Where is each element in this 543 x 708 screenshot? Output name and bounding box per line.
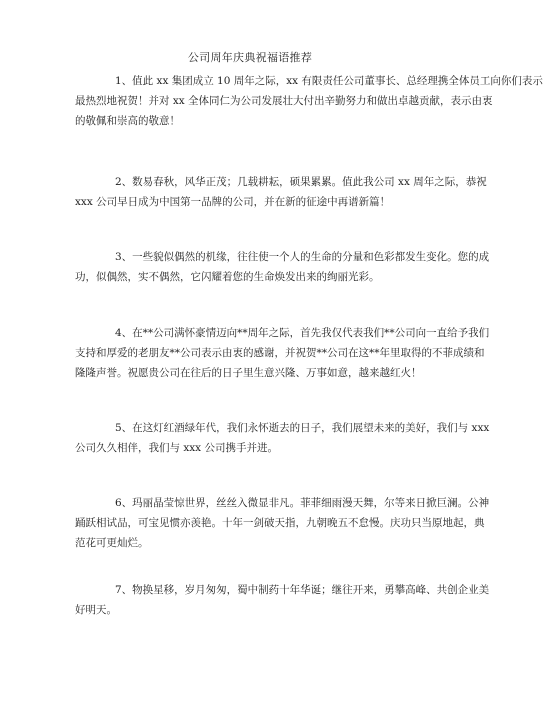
paragraph-line: 公司久久相伴，我们与 xxx 公司携手并进。	[75, 442, 278, 454]
paragraph-line: xxx 公司早日成为中国第一品牌的公司，并在新的征途中再谱新篇！	[75, 196, 391, 208]
paragraph-3	[75, 247, 490, 287]
paragraph-line: 隆隆声誉。祝愿贵公司在往后的日子里生意兴隆、万事如意，越来越红火！	[75, 367, 422, 379]
paragraph-line: 1、值此 xx 集团成立 10 周年之际，xx 有限责任公司董事长、总经理携全体员工向你们表示	[115, 75, 543, 87]
paragraph-line: 踊跃相试品，可宝见惯亦羡艳。十年一剑破天指，九朝晚五不怠慢。庆功只当原地起，典	[75, 517, 485, 529]
paragraph-line: 支持和厚爱的老朋友**公司表示由衷的感谢，并祝贺**公司在这**年里取得的不菲成绩和	[75, 347, 485, 359]
paragraph-line: 7、物换星移，岁月匆匆，蜀中制药十年华诞；继往开来，勇攀高峰、共创企业美	[115, 584, 490, 596]
paragraph-6	[75, 493, 490, 553]
paragraph-line: 好明天。	[75, 604, 117, 616]
paragraph-line: 2、数易春秋，风华正茂；几载耕耘，硕果累累。值此我公司 xx 周年之际，恭祝	[115, 176, 487, 188]
paragraph-line: 3、一些貌似偶然的机缘，往往使一个人的生命的分量和色彩都发生变化。您的成	[115, 251, 490, 263]
paragraph-2	[75, 172, 487, 212]
paragraph-line: 4、在**公司满怀豪情迈向**周年之际，首先我仅代表我们**公司向一直给予我们	[115, 327, 490, 339]
paragraph-line: 5、在这灯红酒绿年代，我们永怀逝去的日子，我们展望未来的美好，我们与 xxx	[115, 422, 490, 434]
paragraph-line: 6、玛丽晶莹惊世界，丝丝入微显非凡。菲菲细雨漫天舞，尔等来日掀巨澜。公神	[115, 497, 490, 509]
paragraph-line: 的敬佩和崇高的敬意！	[75, 115, 180, 127]
paragraph-line: 最热烈地祝贺！并对 xx 全体同仁为公司发展壮大付出辛勤努力和做出卓越贡献，表示由衷	[75, 95, 493, 107]
paragraph-7	[75, 580, 490, 620]
paragraph-line: 范花可更灿烂。	[75, 537, 149, 549]
paragraph-4	[75, 323, 490, 383]
paragraph-line: 功，似偶然，实不偶然，它闪耀着您的生命焕发出来的绚丽光彩。	[75, 271, 380, 283]
paragraph-1	[75, 71, 543, 131]
document-title: 公司周年庆典祝福语推荐	[187, 51, 313, 64]
paragraph-5	[75, 418, 490, 458]
